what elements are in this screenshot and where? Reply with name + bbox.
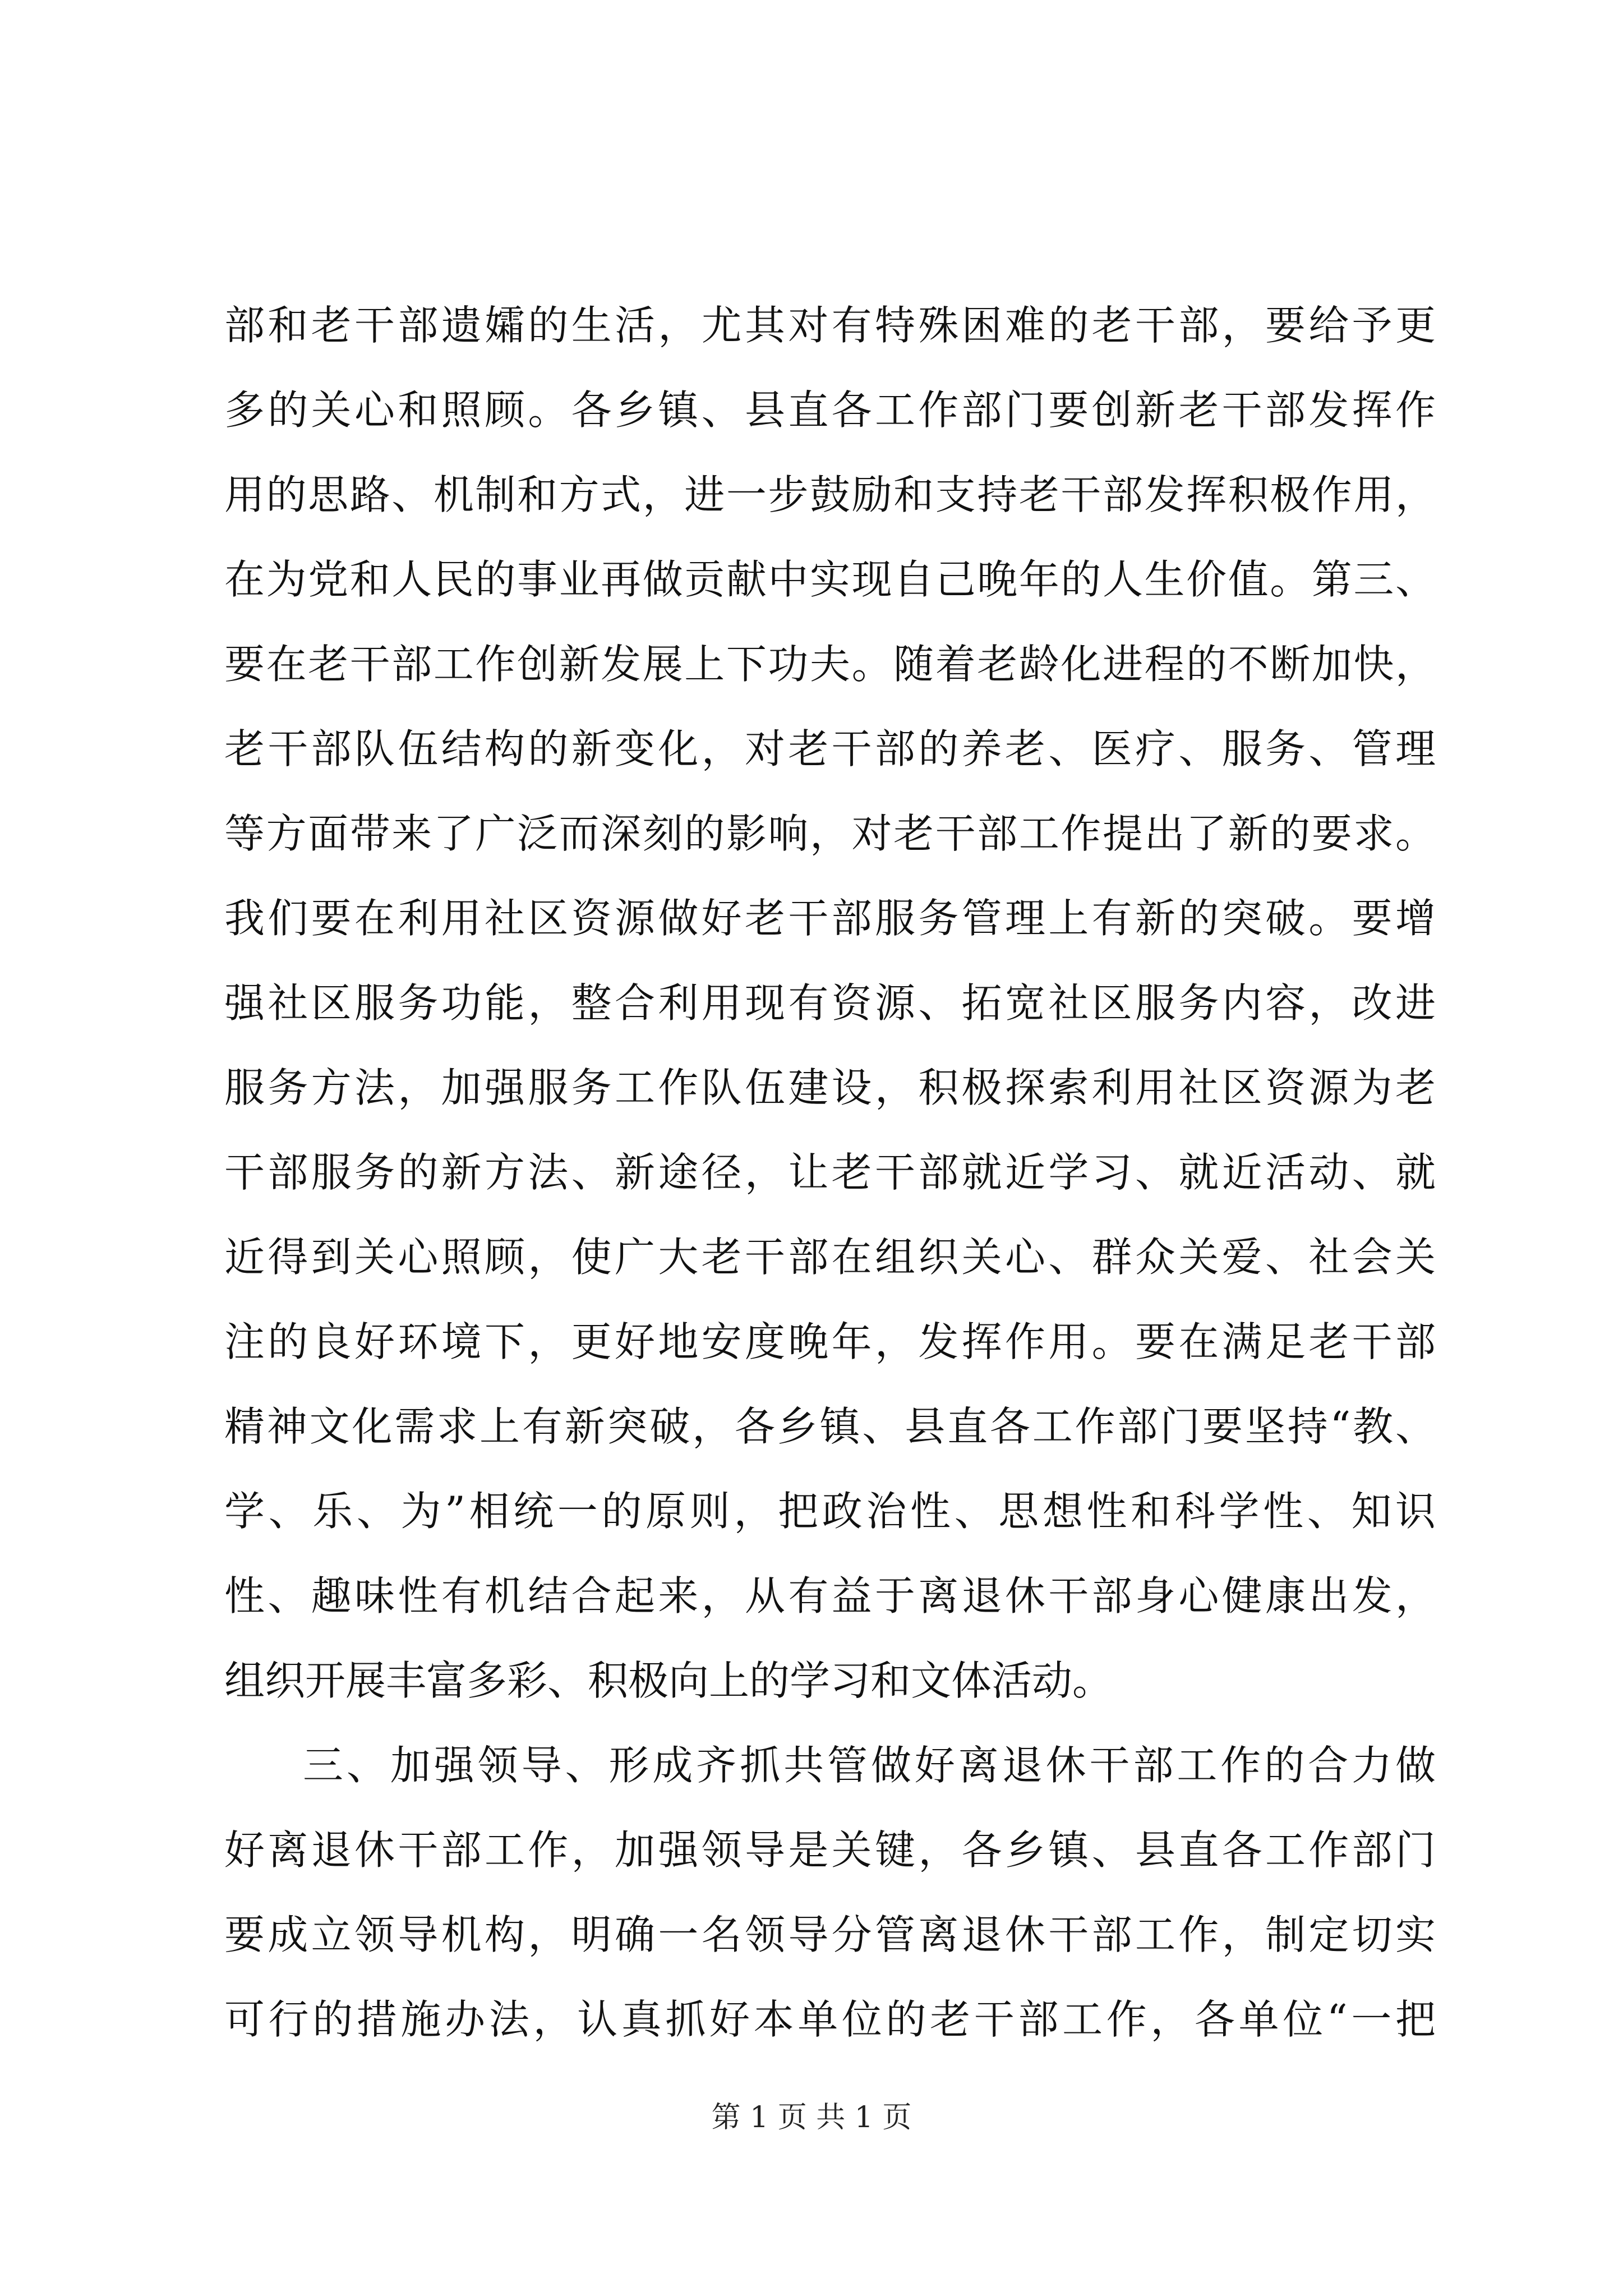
text-line: 好离退休干部工作，加强领导是关键，各乡镇、县直各工作部门 bbox=[224, 1826, 1436, 1874]
text-line: 干部服务的新方法、新途径，让老干部就近学习、就近活动、就 bbox=[224, 1149, 1436, 1196]
text-line: 等方面带来了广泛而深刻的影响，对老干部工作提出了新的要求。 bbox=[224, 810, 1436, 857]
text-line: 在为党和人民的事业再做贡献中实现自己晚年的人生价值。第三、 bbox=[224, 556, 1436, 603]
text-line: 多的关心和照顾。各乡镇、县直各工作部门要创新老干部发挥作 bbox=[224, 386, 1436, 434]
text-line: 注的良好环境下，更好地安度晚年，发挥作用。要在满足老干部 bbox=[224, 1318, 1436, 1365]
text-line: 部和老干部遗孀的生活，尤其对有特殊困难的老干部，要给予更 bbox=[224, 302, 1436, 349]
text-line: 服务方法，加强服务工作队伍建设，积极探索利用社区资源为老 bbox=[224, 1064, 1436, 1111]
text-line: 组织开展丰富多彩、积极向上的学习和文体活动。 bbox=[224, 1657, 1113, 1704]
text-line: 我们要在利用社区资源做好老干部服务管理上有新的突破。要增 bbox=[224, 895, 1436, 942]
text-line: 精神文化需求上有新突破，各乡镇、县直各工作部门要坚持“教、 bbox=[224, 1403, 1436, 1450]
page-number-label: 第 1 页 共 1 页 bbox=[711, 2101, 912, 2134]
text-line: 学、乐、为”相统一的原则，把政治性、思想性和科学性、知识 bbox=[224, 1488, 1436, 1535]
document-body bbox=[224, 283, 1436, 2062]
page-footer bbox=[0, 2098, 1623, 2137]
text-line: 可行的措施办法，认真抓好本单位的老干部工作，各单位“一把 bbox=[224, 1996, 1436, 2043]
text-line: 要成立领导机构，明确一名领导分管离退休干部工作，制定切实 bbox=[224, 1911, 1436, 1958]
text-line: 老干部队伍结构的新变化，对老干部的养老、医疗、服务、管理 bbox=[224, 725, 1436, 772]
section-heading-line: 三、加强领导、形成齐抓共管做好离退休干部工作的合力做 bbox=[303, 1742, 1436, 1789]
text-line: 性、趣味性有机结合起来，从有益于离退休干部身心健康出发， bbox=[224, 1572, 1436, 1619]
text-line: 强社区服务功能，整合利用现有资源、拓宽社区服务内容，改进 bbox=[224, 979, 1436, 1027]
text-line: 要在老干部工作创新发展上下功夫。随着老龄化进程的不断加快， bbox=[224, 641, 1436, 688]
text-line: 用的思路、机制和方式，进一步鼓励和支持老干部发挥积极作用， bbox=[224, 471, 1436, 518]
text-line: 近得到关心照顾，使广大老干部在组织关心、群众关爱、社会关 bbox=[224, 1234, 1436, 1281]
